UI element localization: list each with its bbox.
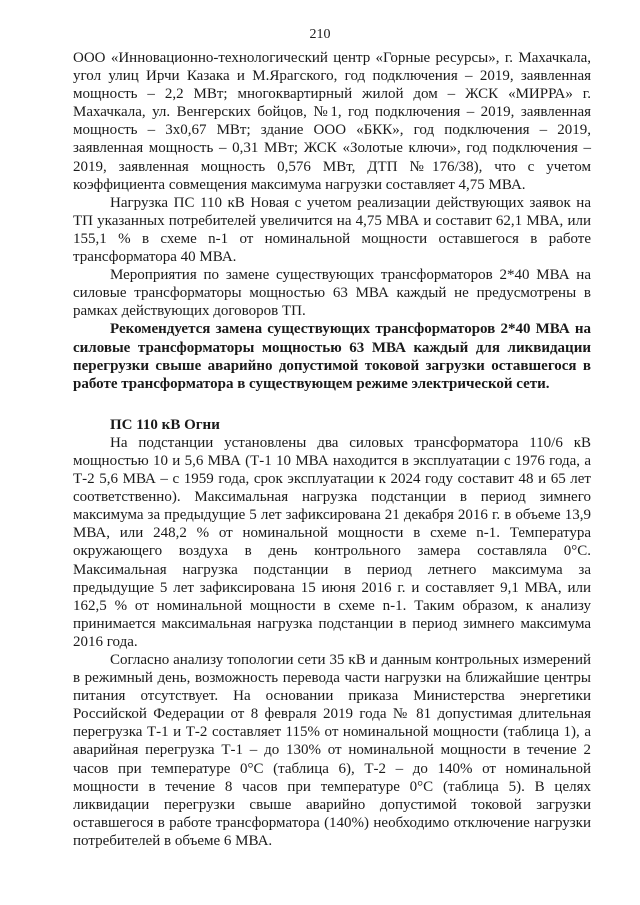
paragraph-recommendation: Рекомендуется замена существующих трансформаторов 2*40 МВА на силовые трансформаторы мощностью 63 МВА каждый для ликвидации перегрузки свыше аварийно допустимой токовой загрузки оставшегося в работе трансформатора в существующем режиме электрической сети. — [73, 321, 591, 392]
paragraph-substation-description: На подстанции установлены два силовых трансформатора 110/6 кВ мощностью 10 и 5,6 МВА (Т-1 10 МВА находится в эксплуатации с 1976 года, а Т-2 5,6 МВА – с 1959 года, срок эксплуатации к 2024 году составит 48 и 65 лет соответственно). Максимальная нагрузка подстанции в период зимнего максимума за предыдущие 5 лет зафиксирована 21 декабря 2016 г. в объеме 13,9 МВА, или 248,2 % от номинальной мощности в схеме n-1. Температура окружающего воздуха в день контрольного замера составляла 0°С. Максимальная нагрузка подстанции в период летнего максимума за предыдущие 5 лет зафиксирована 15 июня 2016 г. и составляет 9,1 МВА, или 162,5 % от номинальной мощности в схеме n-1. Таким образом, к анализу принимается максимальная нагрузка подстанции в период зимнего максимума 2016 года. — [73, 434, 591, 650]
paragraph-topology-analysis: Согласно анализу топологии сети 35 кВ и данным контрольных измерений в режимный день, возможность перевода части нагрузки на ближайшие центры питания отсутствует. На основании приказа Министерства энергетики Российской Федерации от 8 февраля 2019 года № 81 допустимая длительная перегрузка Т-1 и Т-2 составляет 115% от номинальной мощности (таблица 1), а аварийная перегрузка Т-1 – до 130% от номинальной мощности в течение 2 часов при температуре 0°С (таблица 6), Т-2 – до 140% от номинальной мощности в течение 8 часов при температуре 0°С (таблица 5). В целях ликвидации перегрузки свыше аварийно допустимой токовой загрузки оставшегося в работе трансформатора (140%) необходимо отключение нагрузки потребителей в объеме 6 МВА. — [73, 652, 591, 849]
paragraph-load-increase: Нагрузка ПС 110 кВ Новая с учетом реализации действующих заявок на ТП указанных потребителей увеличится на 4,75 МВА и составит 62,1 МВА, или 155,1 % в схеме n-1 от номинальной мощности оставшегося в работе трансформатора 40 МВА. — [73, 194, 591, 266]
document-body — [73, 49, 591, 850]
paragraph-measures: Мероприятия по замене существующих трансформаторов 2*40 МВА на силовые трансформаторы мощностью 63 МВА каждый не предусмотрены в рамках действующих договоров ТП. — [73, 267, 591, 320]
paragraph-consumers-list: ООО «Инновационно-технологический центр «Горные ресурсы», г. Махачкала, угол улиц Ирчи Казака и М.Ярагского, год подключения – 2019, заявленная мощность – 2,2 МВт; многоквартирный жилой дом – ЖСК «МИРРА» г. Махачкала, ул. Венгерских бойцов, №1, год подключения – 2019, заявленная мощность – 3х0,67 МВт; здание ООО «БКК», год подключения – 2019, заявленная мощность – 0,31 МВт; ЖСК «Золотые ключи», год подключения – 2019, заявленная мощность 0,576 МВт, ДТП №176/38), что с учетом коэффициента совмещения максимума нагрузки составляет 4,75 МВА. — [73, 50, 591, 193]
page-number: 210 — [309, 27, 331, 42]
section-heading: ПС 110 кВ Огни — [110, 416, 220, 433]
